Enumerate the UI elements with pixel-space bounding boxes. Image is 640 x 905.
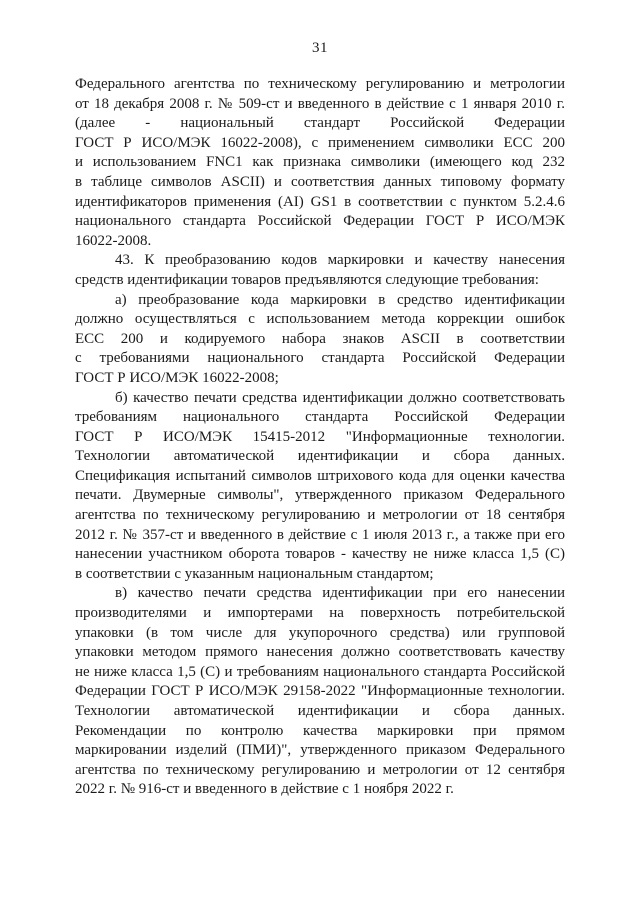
text-line: б) качество печати средства идентификации должно соответствовать bbox=[115, 389, 565, 406]
text-line: ГОСТ Р ИСО/МЭК 16022-2008; bbox=[75, 369, 279, 386]
text-line: Рекомендации по контролю качества маркировки при прямом bbox=[75, 722, 565, 739]
text-line: а) преобразование кода маркировки в средство идентификации bbox=[115, 291, 565, 308]
text-line: средств идентификации товаров предъявляются следующие требования: bbox=[75, 271, 539, 288]
text-line: агентства по техническому регулированию и метрологии от 18 сентября bbox=[75, 507, 565, 524]
text-line: должно осуществляться с использованием метода коррекции ошибок bbox=[75, 311, 565, 328]
text-line: Спецификация испытаний символов штрихового кода для оценки качества bbox=[75, 467, 565, 484]
text-line: в таблице символов ASCII) и соответствия данных типовому формату bbox=[75, 173, 565, 190]
text-line: 43. К преобразованию кодов маркировки и качеству нанесения bbox=[115, 252, 565, 269]
text-line: национального стандарта Российской Федерации ГОСТ Р ИСО/МЭК bbox=[75, 213, 565, 230]
text-line: печати. Двумерные символы", утвержденного приказом Федерального bbox=[75, 487, 565, 504]
page-number: 31 bbox=[312, 40, 328, 56]
text-line: требованиям национального стандарта Российской Федерации bbox=[75, 409, 565, 426]
text-line: маркировании изделий (ПМИ)", утвержденного приказом Федерального bbox=[75, 742, 565, 759]
text-line: 2012 г. № 357-ст и введенного в действие с 1 июля 2013 г., а также при его bbox=[75, 526, 565, 543]
text-line: и использованием FNC1 как признака символики (имеющего код 232 bbox=[75, 154, 565, 171]
text-line: Федерального агентства по техническому регулированию и метрологии bbox=[75, 76, 565, 92]
document-body bbox=[75, 75, 565, 800]
text-line: (далее - национальный стандарт Российской Федерации bbox=[75, 115, 565, 132]
text-line: ГОСТ Р ИСО/МЭК 16022-2008), с применением символики ECC 200 bbox=[75, 134, 565, 151]
text-line: с требованиями национального стандарта Российской Федерации bbox=[75, 350, 565, 367]
text-line: 16022-2008. bbox=[75, 232, 152, 249]
text-line: производителями и импортерами на поверхность потребительской bbox=[75, 605, 565, 622]
text-line: упаковки (в том числе для укупорочного средства) или групповой bbox=[75, 624, 565, 641]
text-line: Технологии автоматической идентификации и сбора данных. bbox=[75, 703, 565, 719]
text-line: в) качество печати средства идентификации при его нанесении bbox=[115, 585, 565, 602]
text-line: Технологии автоматической идентификации и сбора данных. bbox=[75, 448, 565, 465]
text-line: агентства по техническому регулированию и метрологии от 12 сентября bbox=[75, 761, 565, 778]
text-line: ECC 200 и кодируемого набора знаков ASCII в соответствии bbox=[75, 330, 565, 347]
text-line: Федерации ГОСТ Р ИСО/МЭК 29158-2022 "Информационные технологии. bbox=[75, 683, 565, 700]
text-line: не ниже класса 1,5 (С) и требованиям национального стандарта Российской bbox=[75, 663, 565, 680]
text-line: упаковки методом прямого нанесения должно соответствовать качеству bbox=[75, 644, 565, 661]
text-line: в соответствии с указанным национальным стандартом; bbox=[75, 565, 434, 582]
text-line: ГОСТ Р ИСО/МЭК 15415-2012 "Информационные технологии. bbox=[75, 428, 565, 445]
text-line: идентификаторов применения (AI) GS1 в соответствии с пунктом 5.2.4.6 bbox=[75, 193, 565, 210]
text-line: нанесении участником оборота товаров - качеству не ниже класса 1,5 (С) bbox=[75, 546, 565, 563]
text-line: 2022 г. № 916-ст и введенного в действие с 1 ноября 2022 г. bbox=[75, 781, 454, 798]
text-line: от 18 декабря 2008 г. № 509-ст и введенного в действие с 1 января 2010 г. bbox=[75, 95, 565, 112]
